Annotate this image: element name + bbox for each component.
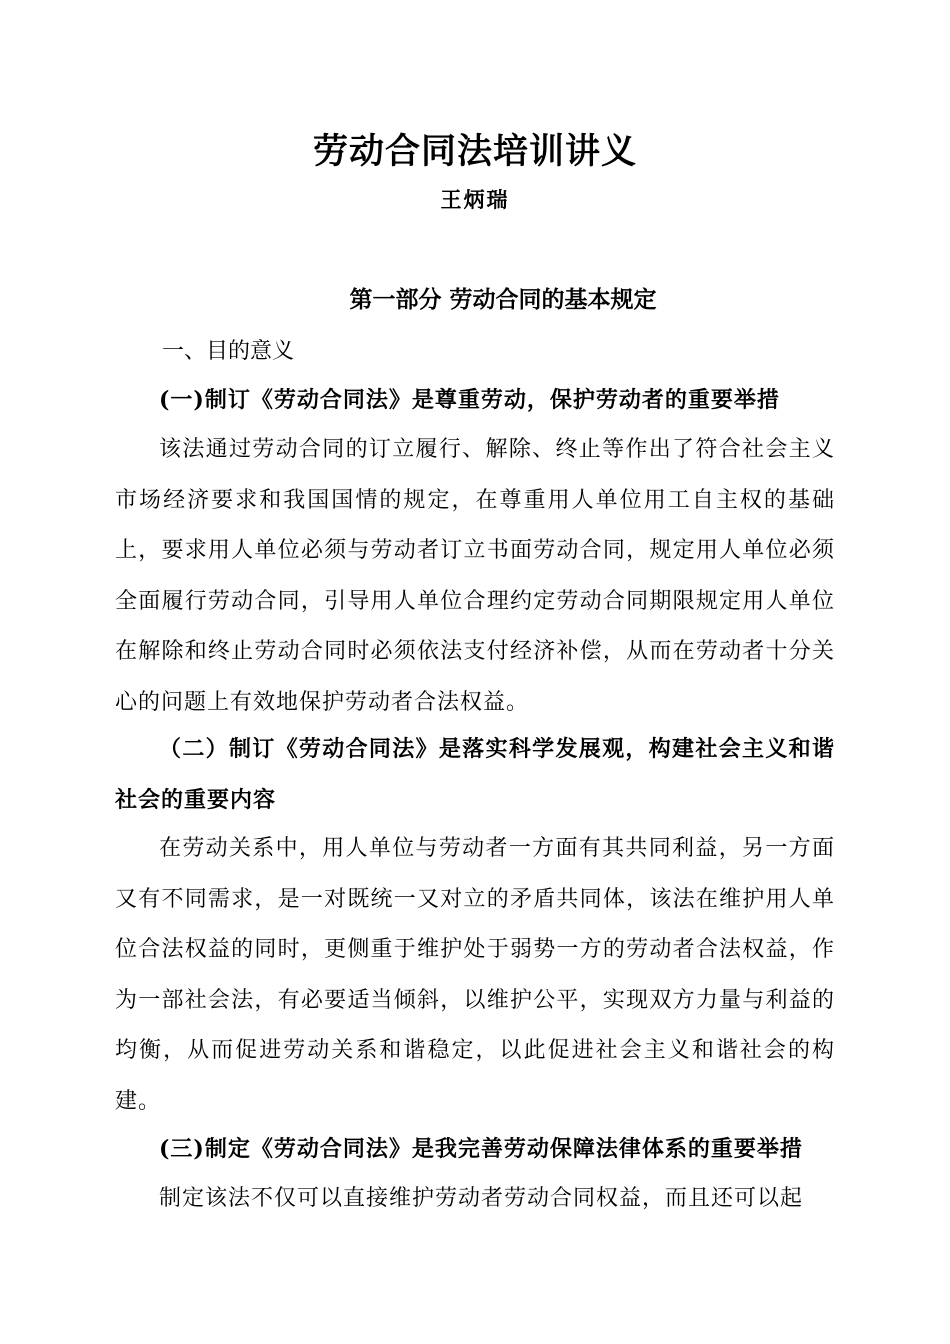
part-heading: 第一部分 劳动合同的基本规定 <box>349 287 657 313</box>
body-paragraph: 制定该法不仅可以直接维护劳动者劳动合同权益，而且还可以起 <box>159 1186 804 1211</box>
body-paragraph: 在劳动关系中，用人单位与劳动者一方面有其共同利益，另一方面又有不同需求，是一对既统一又对立的矛盾共同体，该法在维护用人单位合法权益的同时，更侧重于维护处于弱势一方的劳动者合法权益，作为一部社会法，有必要适当倾斜，以维护公平，实现双方力量与利益的均衡，从而促进劳动关系和谐稳定，以此促进社会主义和谐社会的构建。 <box>115 836 835 1114</box>
section-heading: 一、目的意义 <box>162 339 295 364</box>
document-title: 劳动合同法培训讲义 <box>312 131 637 172</box>
subsection-heading: (一)制订《劳动合同法》是尊重劳动，保护劳动者的重要举措 <box>159 387 780 413</box>
document-author: 王炳瑞 <box>440 187 510 212</box>
subsection-heading: (三)制定《劳动合同法》是我完善劳动保障法律体系的重要举措 <box>159 1136 803 1162</box>
body-paragraph: 该法通过劳动合同的订立履行、解除、终止等作出了符合社会主义市场经济要求和我国国情的规定，在尊重用人单位用工自主权的基础上，要求用人单位必须与劳动者订立书面劳动合同，规定用人单位必须全面履行劳动合同，引导用人单位合理约定劳动合同期限规定用人单位在解除和终止劳动合同时必须依法支付经济补偿，从而在劳动者十分关心的问题上有效地保护劳动者合法权益。 <box>115 437 835 715</box>
subsection-heading: （二）制订《劳动合同法》是落实科学发展观，构建社会主义和谐社会的重要内容 <box>115 736 835 813</box>
